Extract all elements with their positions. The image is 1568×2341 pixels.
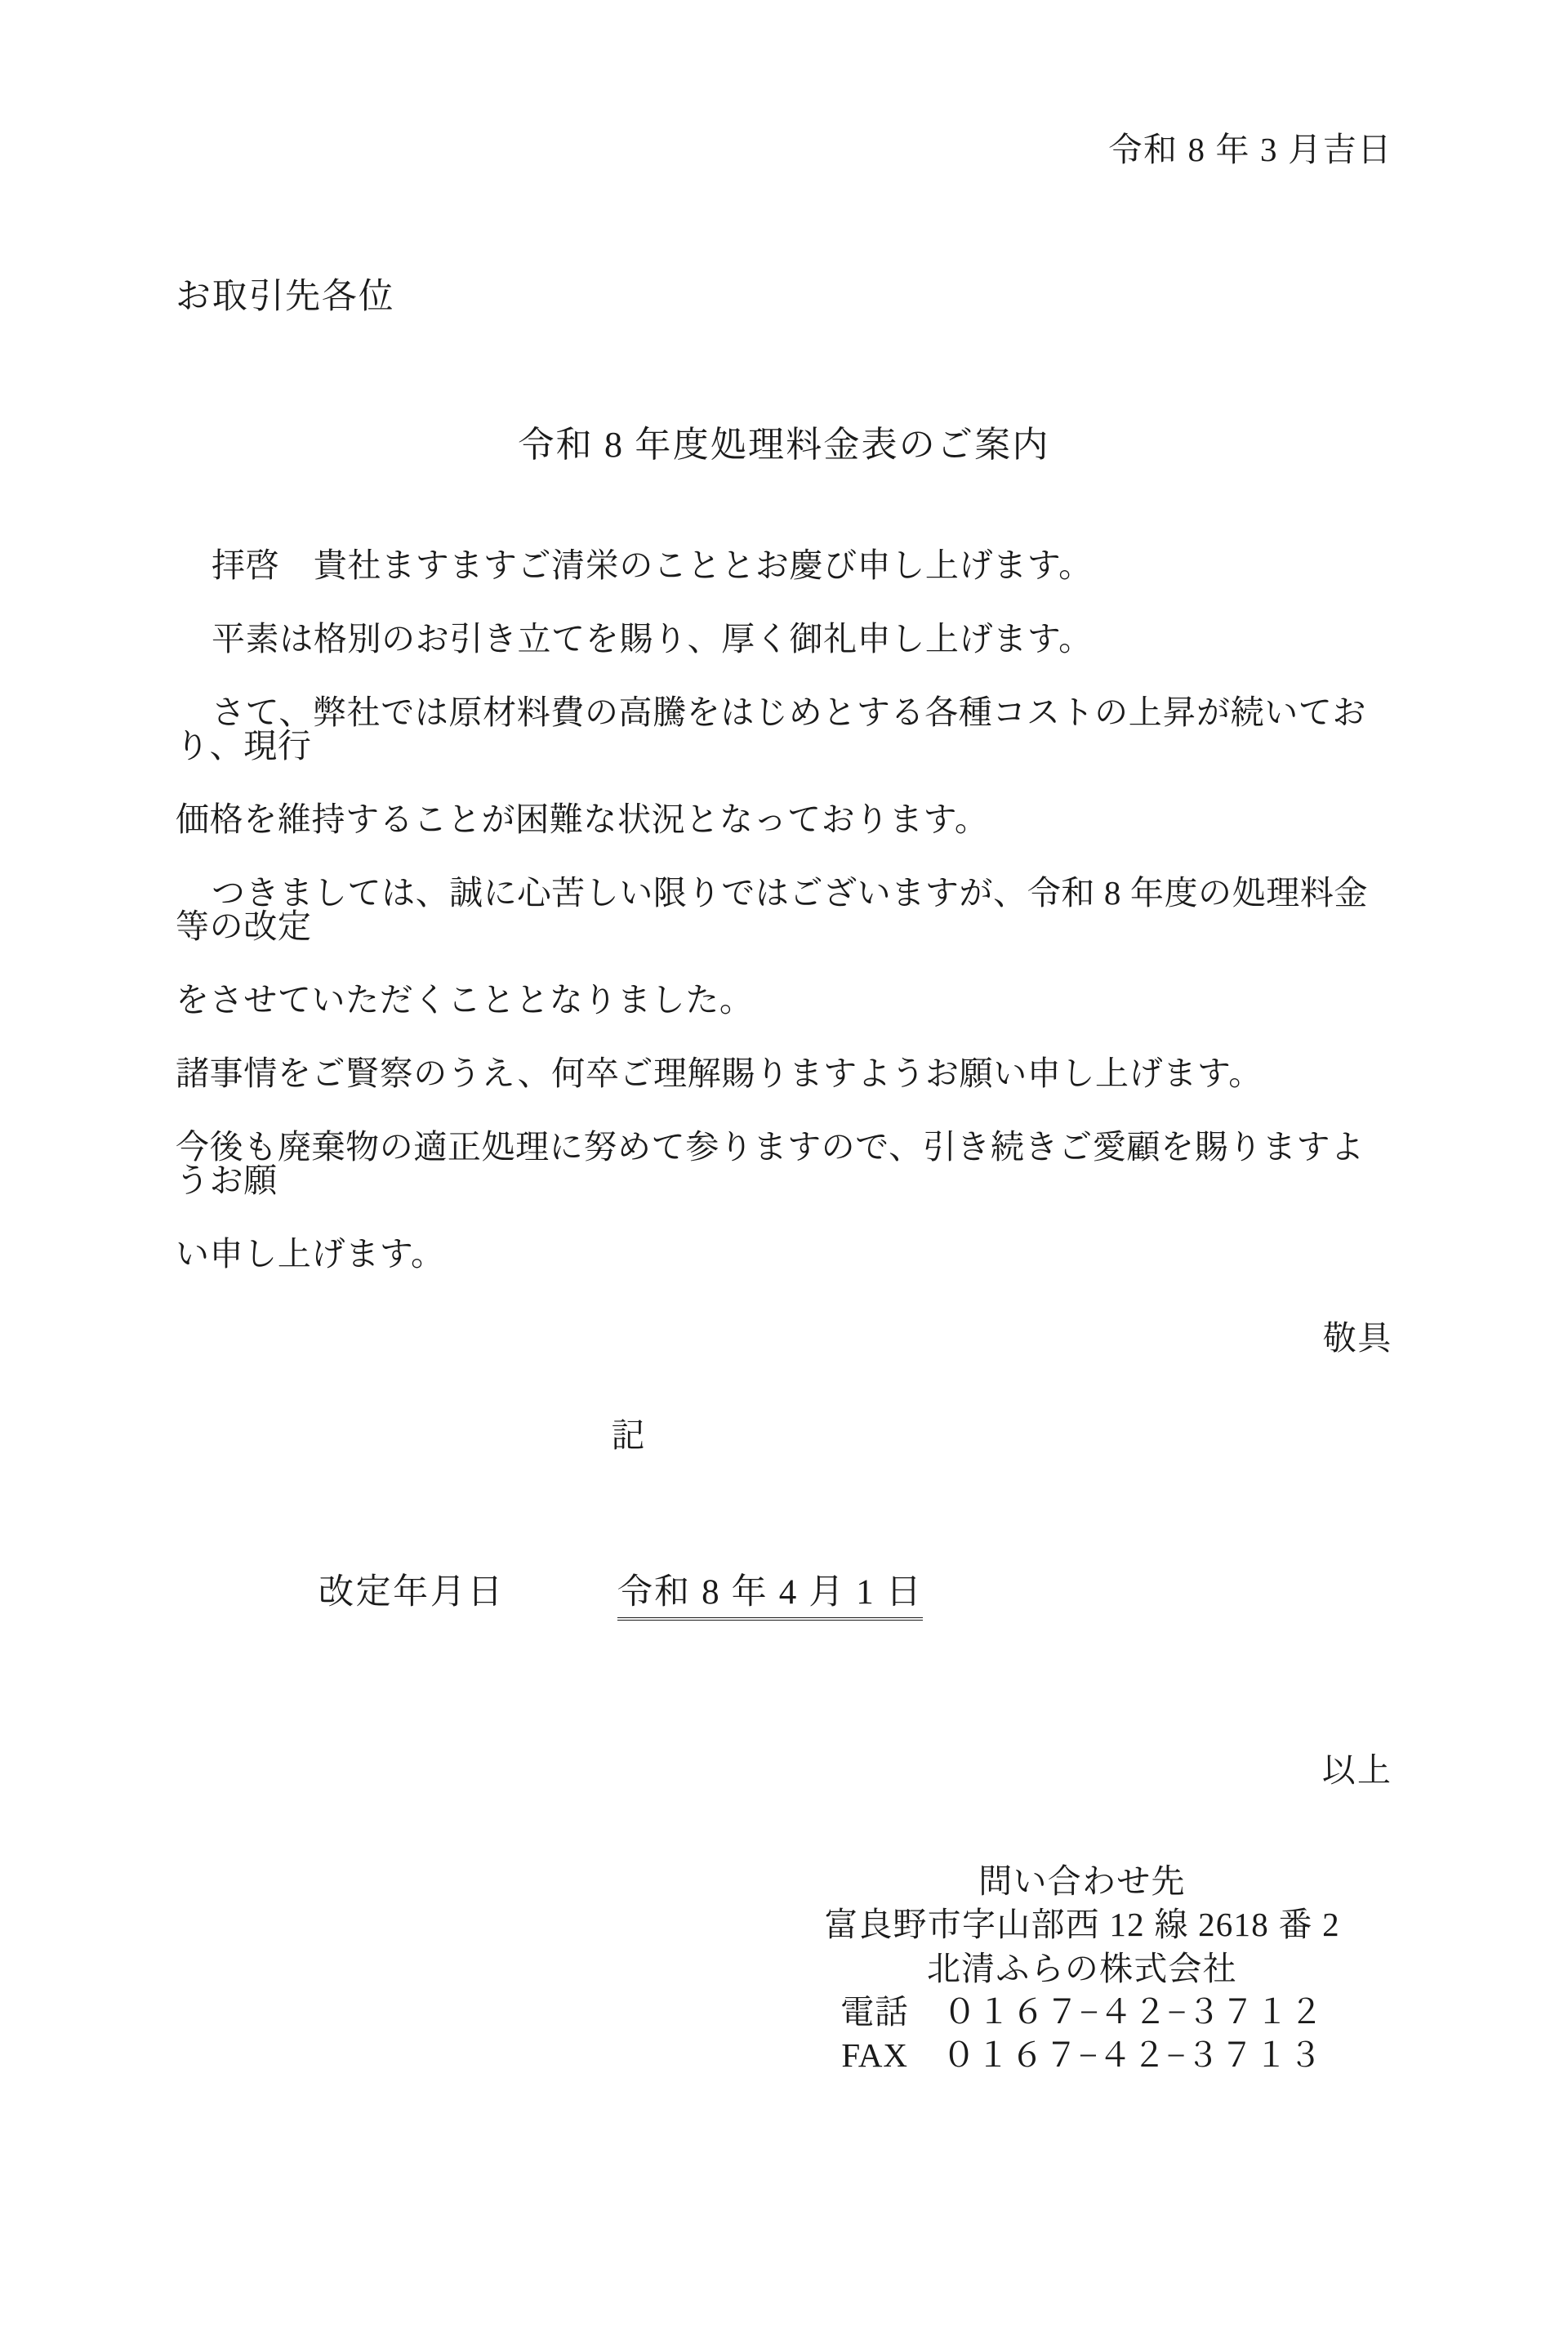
body-text [176,546,1392,1273]
addressee-line: お取引先各位 [176,278,395,316]
document-date: 令和 8 年 3 月吉日 [1108,131,1392,168]
body-line: さて、弊社では原材料費の高騰をはじめとする各種コストの上昇が続いており、現行 [176,693,1367,765]
body-line: 今後も廃棄物の適正処理に努めて参りますので、引き続きご愛顧を賜りますようお願 [176,1128,1365,1199]
body-line: をさせていただくこととなりました。 [176,981,754,1019]
body-line: 諸事情をご賢察のうえ、何卒ご理解賜りますようお願い申し上げます。 [176,1055,1263,1092]
revision-date-row [176,1564,1392,1621]
contact-fax: FAX ０１６７−４２−３７１３ [841,2036,1323,2075]
body-line: つきましては、誠に心苦しい限りではございますが、令和 8 年度の処理料金等の改定 [176,874,1369,945]
body-line: 拝啓 貴社ますますご清栄のこととお慶び申し上げます。 [212,546,1093,584]
contact-address: 富良野市字山部西 12 線 2618 番 2 [824,1906,1340,1944]
revision-date-label: 改定年月日 [318,1573,505,1612]
ki-marker: 記 [611,1416,647,1454]
body-line: 価格を維持することが困難な状況となっております。 [176,800,989,838]
ijou-marker: 以上 [1321,1751,1392,1789]
body-line: 平素は格別のお引き立てを賜り、厚く御礼申し上げます。 [212,620,1093,658]
closing-salutation: 敬具 [1322,1319,1392,1357]
contact-company: 北清ふらの株式会社 [926,1949,1238,1987]
document-page [0,123,1568,2341]
revision-date-value: 令和 8 年 4 月 1 日 [617,1564,923,1621]
contact-telephone: 電話 ０１６７−４２−３７１２ [840,1992,1324,2031]
document-title: 令和 8 年度処理料金表のご案内 [518,425,1050,465]
contact-heading: 問い合わせ先 [978,1862,1186,1900]
body-line: い申し上げます。 [176,1235,445,1273]
contact-block [176,1860,1392,2077]
